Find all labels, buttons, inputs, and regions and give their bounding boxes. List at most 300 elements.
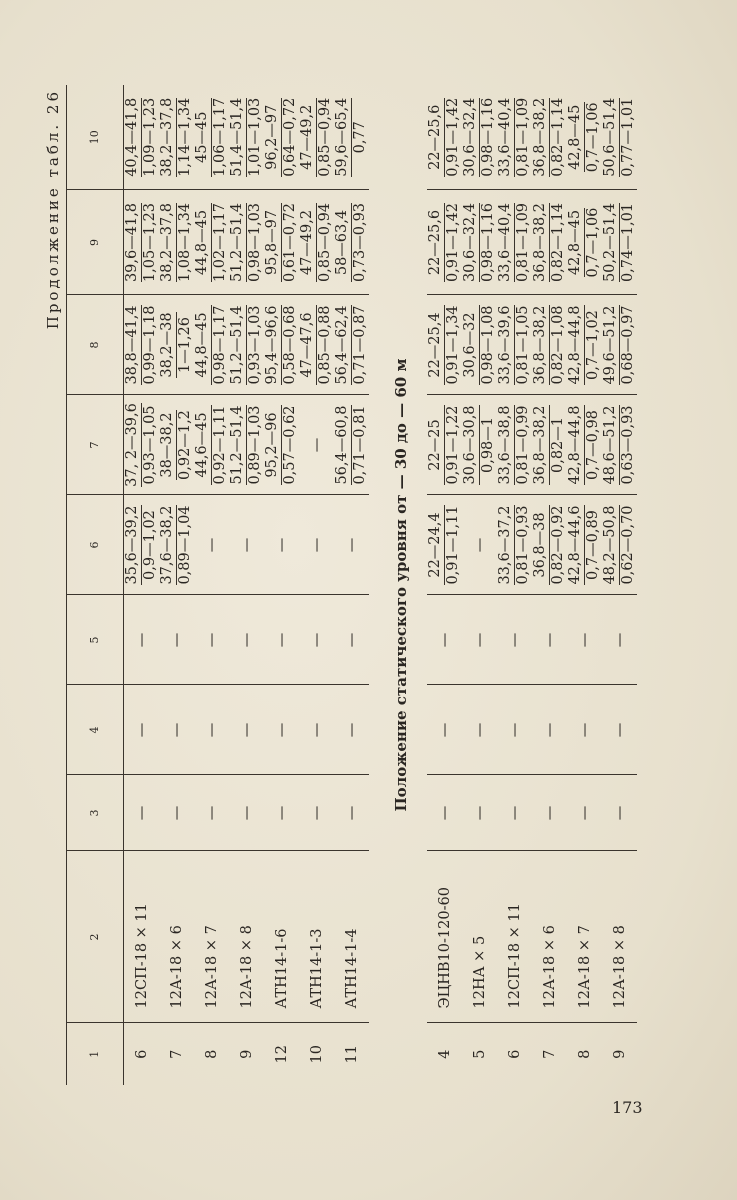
- efficiency-value: 0,93—1,05: [142, 405, 158, 485]
- table-cell: [159, 775, 194, 851]
- table-cell: [532, 85, 567, 190]
- head-value: 50,2—51,4: [602, 202, 618, 283]
- column-header: 8: [67, 295, 124, 395]
- table-cell: [462, 85, 497, 190]
- row-number: 7: [541, 1049, 558, 1059]
- efficiency-value: 0,9—1,02: [142, 510, 158, 580]
- table-row: [497, 85, 532, 1085]
- empty-value: —: [168, 722, 185, 738]
- value-pair: [299, 203, 334, 282]
- value-pair: [309, 538, 326, 553]
- table-cell: [299, 495, 334, 595]
- page-number: 173: [612, 1098, 643, 1117]
- row-number: 6: [133, 1049, 150, 1059]
- head-value: 42,8—45: [567, 208, 585, 278]
- efficiency-value: 0,98—1: [480, 417, 496, 474]
- table-cell: [427, 395, 462, 495]
- efficiency-value: 0,92—1,2: [177, 410, 193, 480]
- row-number: 4: [436, 1049, 453, 1059]
- value-pair: [427, 98, 462, 177]
- table-cell: [532, 685, 567, 775]
- table-cell: [299, 190, 334, 295]
- value-pair: [462, 98, 497, 177]
- table-row: [602, 85, 637, 1085]
- table-cell: [497, 295, 532, 395]
- value-pair: [497, 505, 532, 584]
- table-cell: [497, 190, 532, 295]
- value-pair: [462, 203, 497, 282]
- value-pair: [124, 305, 159, 384]
- table-cell: [497, 775, 532, 851]
- value-pair: [602, 305, 637, 384]
- pump-model: 12А-18 × 7: [203, 925, 220, 1009]
- value-pair: [334, 203, 369, 282]
- head-value: 40,4—41,8: [124, 97, 140, 177]
- table-cell: [427, 1023, 462, 1085]
- value-pair: [334, 305, 369, 384]
- empty-value: —: [576, 805, 593, 821]
- value-pair: [204, 538, 221, 553]
- efficiency-value: 0,77: [352, 121, 368, 154]
- table-cell: [264, 295, 299, 395]
- column-header: 7: [67, 395, 124, 495]
- table-cell: [159, 395, 194, 495]
- value-pair: [532, 405, 567, 484]
- table-cell: [427, 190, 462, 295]
- table-cell: [124, 295, 160, 395]
- table-cell: [462, 295, 497, 395]
- value-pair: [159, 98, 194, 177]
- empty-value: —: [436, 805, 453, 821]
- section-title: Положение статического уровня от — 30 до — 60 м: [392, 358, 410, 812]
- table-cell: [462, 395, 497, 495]
- head-value: 36,8—38: [532, 505, 550, 584]
- table-cell: [229, 190, 264, 295]
- table-row: [427, 85, 462, 1085]
- empty-value: —: [308, 805, 325, 821]
- value-pair: [194, 98, 229, 177]
- head-value: 22—25: [427, 405, 445, 484]
- head-value: 36,8—38,2: [532, 202, 548, 283]
- efficiency-value: 0,91—1,11: [445, 505, 461, 585]
- efficiency-value: 0,61—0,72: [282, 202, 298, 283]
- head-value: —: [471, 537, 488, 553]
- row-number: 8: [576, 1049, 593, 1059]
- head-value: 48,6—51,2: [602, 405, 618, 485]
- efficiency-value: 0,62—0,70: [620, 505, 636, 585]
- value-pair: [344, 538, 361, 553]
- head-value: 95,8—97: [264, 203, 282, 282]
- table-cell: [567, 495, 602, 595]
- value-pair: [427, 505, 462, 584]
- row-number: 6: [506, 1049, 523, 1059]
- table-row: [462, 85, 497, 1085]
- head-value: 49,6—51,2: [602, 305, 618, 385]
- table-row: [334, 85, 369, 1085]
- head-value: 48,2—50,8: [602, 505, 618, 585]
- table-cell: [159, 1023, 194, 1085]
- value-pair: [334, 405, 369, 484]
- efficiency-value: 0,82—1,08: [550, 305, 566, 385]
- table-cell: [299, 775, 334, 851]
- table-cell: [532, 851, 567, 1023]
- table-cell: [124, 1023, 160, 1085]
- empty-value: —: [343, 632, 360, 648]
- head-value: 37, 2—39,6: [124, 403, 140, 487]
- table-cell: [159, 851, 194, 1023]
- table-part-1: [66, 85, 369, 1085]
- table-cell: [229, 395, 264, 495]
- value-pair: [532, 203, 567, 282]
- table-cell: [264, 685, 299, 775]
- row-number: 9: [611, 1049, 628, 1059]
- empty-value: —: [611, 722, 628, 738]
- table-cell: [567, 190, 602, 295]
- efficiency-value: 1,01—1,03: [247, 97, 263, 177]
- table-row: [194, 85, 229, 1085]
- head-value: 58—63,4: [334, 203, 352, 282]
- efficiency-value: 0,82—0,92: [550, 505, 566, 585]
- efficiency-value: 0,81—1,05: [515, 305, 531, 385]
- efficiency-value: 0,7—1,06: [585, 102, 601, 173]
- value-pair: [532, 98, 567, 177]
- efficiency-value: 0,71—0,81: [352, 405, 368, 485]
- efficiency-value: 1,02—1,17: [212, 202, 228, 283]
- table-cell: [159, 190, 194, 295]
- row-number: 5: [471, 1049, 488, 1059]
- head-value: 30,6—32,4: [462, 202, 478, 283]
- row-number: 9: [238, 1049, 255, 1059]
- head-value: 59,6—65,4: [334, 97, 350, 177]
- table-cell: [334, 395, 369, 495]
- table-part-2: [427, 85, 637, 1085]
- head-value: 38,2—37,8: [159, 202, 175, 283]
- table-cell: [602, 1023, 637, 1085]
- head-value: 36,8—38,2: [532, 405, 548, 485]
- empty-value: —: [203, 722, 220, 738]
- head-value: —: [308, 537, 325, 553]
- table-cell: [159, 495, 194, 595]
- efficiency-value: 0,85—0,88: [317, 305, 333, 385]
- row-number: 11: [343, 1045, 360, 1064]
- empty-value: —: [576, 632, 593, 648]
- empty-value: —: [203, 805, 220, 821]
- efficiency-value: 1,06—1,17: [212, 97, 228, 177]
- empty-value: —: [541, 722, 558, 738]
- table-cell: [229, 685, 264, 775]
- table-cell: [427, 851, 462, 1023]
- head-value: 33,6—39,6: [497, 305, 513, 385]
- table-cell: [299, 685, 334, 775]
- efficiency-value: 0,7—1,02: [585, 310, 601, 380]
- table-cell: [194, 190, 229, 295]
- efficiency-value: 0,89—1,04: [177, 505, 193, 585]
- value-pair: [159, 203, 194, 282]
- column-header: 4: [67, 685, 124, 775]
- value-pair: [299, 305, 334, 384]
- value-pair: [194, 405, 229, 484]
- value-pair: [229, 305, 264, 384]
- value-pair: [567, 208, 602, 278]
- table-row: [124, 85, 160, 1085]
- value-pair: [264, 203, 299, 282]
- table-cell: [462, 775, 497, 851]
- head-value: 33,6—38,8: [497, 405, 513, 485]
- head-value: 42,8—44,8: [567, 305, 583, 385]
- value-pair: [229, 98, 264, 177]
- pump-model: 12А-18 × 8: [611, 925, 628, 1009]
- efficiency-value: 0,82—1,14: [550, 97, 566, 177]
- table-cell: [532, 495, 567, 595]
- table-cell: [567, 851, 602, 1023]
- head-value: 22—25,6: [427, 98, 445, 177]
- table-cell: [159, 685, 194, 775]
- table-cell: [532, 1023, 567, 1085]
- efficiency-value: 0,82—1,14: [550, 202, 566, 283]
- head-value: 38,2—38: [159, 312, 175, 378]
- efficiency-value: 0,7—0,98: [585, 410, 601, 480]
- table-cell: [264, 1023, 299, 1085]
- efficiency-value: 0,85—0,94: [317, 97, 333, 177]
- efficiency-value: 0,82—1: [550, 417, 566, 474]
- table-cell: [194, 495, 229, 595]
- table-cell: [334, 1023, 369, 1085]
- table-row: [229, 85, 264, 1085]
- value-pair: [299, 98, 334, 177]
- head-value: 30,6—32,4: [462, 97, 478, 177]
- value-pair: [124, 98, 159, 177]
- efficiency-value: 0,92—1,11: [212, 405, 228, 485]
- table-cell: [299, 595, 334, 685]
- efficiency-value: 0,98—1,16: [480, 97, 496, 177]
- empty-value: —: [436, 722, 453, 738]
- empty-value: —: [506, 632, 523, 648]
- table-cell: [159, 595, 194, 685]
- table-cell: [427, 495, 462, 595]
- table-cell: [194, 1023, 229, 1085]
- head-value: 96,2—97: [264, 98, 282, 177]
- head-value: 33,6—40,4: [497, 202, 513, 283]
- head-value: 22—24,4: [427, 505, 445, 584]
- value-pair: [602, 98, 637, 177]
- efficiency-value: 0,68—0,97: [620, 305, 636, 385]
- table-cell: [567, 775, 602, 851]
- pump-model: 12СП-18 × 11: [506, 903, 523, 1009]
- value-pair: [567, 505, 602, 584]
- table-cell: [497, 395, 532, 495]
- efficiency-value: 0,89—1,03: [247, 405, 263, 485]
- head-value: 30,6—32: [462, 305, 480, 384]
- head-value: 56,4—62,4: [334, 305, 350, 385]
- efficiency-value: 0,98—1,17: [212, 305, 228, 385]
- head-value: 38,8—41,4: [124, 305, 140, 385]
- value-pair: [497, 305, 532, 384]
- value-pair: [159, 410, 194, 480]
- table-cell: [334, 595, 369, 685]
- value-pair: [124, 203, 159, 282]
- table-cell: [229, 85, 264, 190]
- table-cell: [299, 1023, 334, 1085]
- table-cell: [264, 775, 299, 851]
- efficiency-value: 1,09—1,23: [142, 97, 158, 177]
- empty-value: —: [238, 722, 255, 738]
- value-pair: [472, 538, 489, 553]
- efficiency-value: 0,81—0,93: [515, 505, 531, 585]
- value-pair: [462, 405, 497, 484]
- efficiency-value: 0,73—0,93: [352, 202, 368, 283]
- empty-value: —: [308, 722, 325, 738]
- table-cell: [159, 85, 194, 190]
- head-value: 47—49,2: [299, 98, 317, 177]
- table-cell: [602, 851, 637, 1023]
- table-cell: [264, 190, 299, 295]
- value-pair: [124, 505, 159, 584]
- value-pair: [194, 203, 229, 282]
- column-header: 2: [67, 851, 124, 1023]
- empty-value: —: [471, 805, 488, 821]
- empty-value: —: [168, 805, 185, 821]
- column-header: 5: [67, 595, 124, 685]
- table-cell: [532, 295, 567, 395]
- head-value: 42,8—44,8: [567, 405, 583, 485]
- table-cell: [194, 775, 229, 851]
- efficiency-value: 0,71—0,87: [352, 305, 368, 385]
- value-pair: [427, 405, 462, 484]
- head-value: 44,8—45: [194, 203, 212, 282]
- head-value: 33,6—37,2: [497, 505, 513, 585]
- table-row: [159, 85, 194, 1085]
- value-pair: [334, 98, 369, 177]
- table-cell: [567, 595, 602, 685]
- table-cell: [264, 495, 299, 595]
- empty-value: —: [238, 632, 255, 648]
- efficiency-value: 0,99—1,18: [142, 305, 158, 385]
- head-value: 35,6—39,2: [124, 505, 140, 585]
- table-cell: [124, 190, 160, 295]
- efficiency-value: 0,85—0,94: [317, 202, 333, 283]
- table-cell: [194, 295, 229, 395]
- value-pair: [532, 505, 567, 584]
- row-number: 7: [168, 1049, 185, 1059]
- column-header: 1: [67, 1023, 124, 1085]
- value-pair: [309, 438, 326, 453]
- empty-value: —: [133, 632, 150, 648]
- efficiency-value: 0,91—1,42: [445, 202, 461, 283]
- value-pair: [567, 405, 602, 484]
- table-cell: [334, 190, 369, 295]
- table-cell: [264, 395, 299, 495]
- table-cell: [532, 595, 567, 685]
- column-header: 6: [67, 495, 124, 595]
- table-cell: [124, 595, 160, 685]
- table-cell: [194, 595, 229, 685]
- table-cell: [567, 85, 602, 190]
- efficiency-value: 0,81—0,99: [515, 405, 531, 485]
- value-pair: [567, 102, 602, 172]
- head-value: 42,8—45: [567, 102, 585, 172]
- table-cell: [427, 85, 462, 190]
- pump-model: 12СП-18 × 11: [133, 903, 150, 1009]
- efficiency-value: 0,7—0,89: [585, 510, 601, 580]
- value-pair: [264, 98, 299, 177]
- efficiency-value: 1,05—1,23: [142, 202, 158, 283]
- value-pair: [159, 312, 194, 377]
- table-cell: [427, 595, 462, 685]
- pump-model: 12А-18 × 7: [576, 925, 593, 1009]
- efficiency-value: 0,63—0,93: [620, 405, 636, 485]
- head-value: 22—25,4: [427, 305, 445, 384]
- empty-value: —: [168, 632, 185, 648]
- empty-value: —: [471, 632, 488, 648]
- table-caption: Продолжение табл. 26: [44, 89, 62, 330]
- table-cell: [299, 851, 334, 1023]
- table-cell: [567, 395, 602, 495]
- value-pair: [264, 305, 299, 384]
- table-cell: [124, 495, 160, 595]
- value-pair: [497, 405, 532, 484]
- head-value: 38—38,2: [159, 410, 177, 480]
- table-cell: [427, 685, 462, 775]
- row-number: 8: [203, 1049, 220, 1059]
- value-pair: [567, 305, 602, 384]
- table-row: [299, 85, 334, 1085]
- head-value: 36,8—38,2: [532, 97, 548, 177]
- pump-model: 12НА × 5: [471, 935, 488, 1009]
- head-value: 47—47,6: [299, 305, 317, 384]
- table-cell: [194, 85, 229, 190]
- table-cell: [602, 495, 637, 595]
- table-cell: [124, 395, 160, 495]
- empty-value: —: [203, 632, 220, 648]
- empty-value: —: [541, 805, 558, 821]
- table-cell: [264, 595, 299, 685]
- head-value: 50,6—51,4: [602, 97, 618, 177]
- head-value: 47—49,2: [299, 203, 317, 282]
- efficiency-value: 0,98—1,08: [480, 305, 496, 385]
- head-value: 51,2—51,4: [229, 405, 245, 485]
- table-cell: [229, 295, 264, 395]
- table-cell: [124, 85, 160, 190]
- value-pair: [602, 405, 637, 484]
- table-cell: [124, 775, 160, 851]
- table-cell: [334, 85, 369, 190]
- table-row: [532, 85, 567, 1085]
- table-cell: [427, 775, 462, 851]
- table-cell: [532, 395, 567, 495]
- empty-value: —: [273, 632, 290, 648]
- pump-model: 12А-18 × 6: [541, 925, 558, 1009]
- table-cell: [194, 851, 229, 1023]
- empty-value: —: [273, 722, 290, 738]
- empty-value: —: [506, 805, 523, 821]
- table-cell: [602, 295, 637, 395]
- table-cell: [602, 395, 637, 495]
- table-cell: [299, 395, 334, 495]
- value-pair: [602, 505, 637, 584]
- value-pair: [602, 203, 637, 282]
- head-value: 33,6—40,4: [497, 97, 513, 177]
- column-header: 9: [67, 190, 124, 295]
- empty-value: —: [273, 805, 290, 821]
- empty-value: —: [133, 805, 150, 821]
- table-cell: [462, 851, 497, 1023]
- efficiency-value: 0,77—1,01: [620, 97, 636, 177]
- efficiency-value: 0,93—1,03: [247, 305, 263, 385]
- head-value: 30,6—30,8: [462, 405, 478, 485]
- table-cell: [497, 685, 532, 775]
- value-pair: [239, 538, 256, 553]
- empty-value: —: [238, 805, 255, 821]
